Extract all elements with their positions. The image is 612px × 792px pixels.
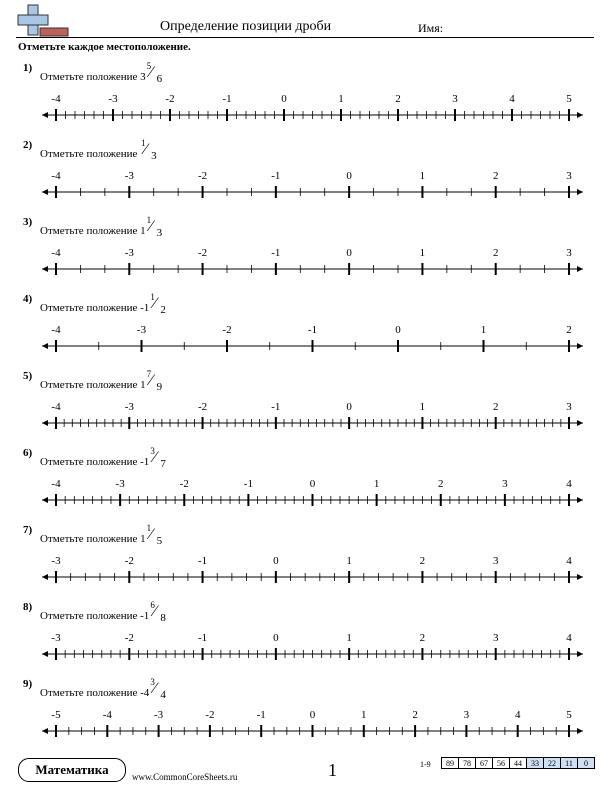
- tick-label: 1: [419, 247, 426, 259]
- tick-label: -2: [197, 170, 208, 182]
- name-label: Имя:: [418, 21, 444, 35]
- tick-label: 2: [492, 170, 499, 182]
- right-arrow-icon: [577, 497, 583, 503]
- problem-8: [0, 601, 612, 677]
- problem-number: 1): [23, 62, 33, 74]
- right-arrow-icon: [577, 728, 583, 734]
- fraction-slash: ⁄: [149, 218, 153, 235]
- prompt-text: Отметьте положение: [40, 610, 138, 622]
- tick-label: 4: [514, 709, 521, 721]
- mixed-number-whole: -1: [140, 456, 150, 468]
- tick-label: 1: [419, 170, 426, 182]
- problem-number: 9): [23, 678, 33, 690]
- mixed-number-whole: 1: [140, 533, 146, 545]
- problem-3: [0, 216, 612, 292]
- prompt-text: Отметьте положение: [40, 225, 138, 237]
- tick-label: -3: [124, 247, 134, 259]
- fraction-denominator: 5: [156, 535, 163, 547]
- left-arrow-icon: [42, 728, 48, 734]
- tick-label: 3: [502, 478, 508, 490]
- tick-label: 1: [346, 632, 352, 644]
- tick-label: 3: [492, 555, 499, 567]
- tick-label: -4: [102, 709, 112, 721]
- fraction-denominator: 3: [151, 150, 157, 162]
- tick-label: -3: [51, 555, 61, 567]
- fraction-numerator: 3: [150, 677, 155, 687]
- tick-label: -1: [197, 555, 208, 567]
- tick-label: 3: [492, 632, 499, 644]
- tick-label: -4: [51, 478, 61, 490]
- tick-label: 2: [566, 324, 572, 336]
- tick-label: 3: [566, 170, 572, 182]
- mixed-number-whole: -1: [140, 302, 150, 314]
- right-arrow-icon: [577, 343, 583, 349]
- left-arrow-icon: [42, 343, 48, 349]
- fraction-denominator: 4: [160, 689, 166, 701]
- tick-label: 4: [566, 632, 572, 644]
- left-arrow-icon: [42, 651, 48, 657]
- right-arrow-icon: [577, 112, 583, 118]
- score-cell: 11: [561, 758, 578, 769]
- number-line[interactable]: [0, 524, 612, 594]
- tick-label: 2: [492, 247, 499, 259]
- prompt-text: Отметьте положение: [40, 379, 138, 391]
- tick-label: 5: [566, 93, 572, 105]
- tick-label: -1: [307, 324, 318, 336]
- mixed-number-whole: 3: [140, 71, 146, 83]
- tick-label: 0: [273, 555, 279, 567]
- tick-label: 0: [395, 324, 401, 336]
- tick-label: 0: [309, 709, 316, 721]
- problem-number: 4): [23, 293, 33, 305]
- mixed-number-whole: 1: [140, 379, 146, 391]
- tick-label: 1: [338, 93, 344, 105]
- tick-label: -2: [197, 247, 208, 259]
- problem-number: 3): [23, 216, 33, 228]
- tick-label: -2: [222, 324, 232, 336]
- fraction-slash: ⁄: [149, 526, 153, 543]
- tick-label: -1: [197, 632, 208, 644]
- fraction-slash: ⁄: [153, 449, 156, 466]
- tick-label: -1: [271, 247, 281, 259]
- number-line[interactable]: [0, 601, 612, 671]
- problem-number: 6): [23, 447, 33, 459]
- tick-label: 5: [566, 709, 572, 721]
- tick-label: -2: [165, 93, 175, 105]
- tick-label: -4: [51, 247, 61, 259]
- prompt-text: Отметьте положение: [40, 533, 138, 545]
- left-arrow-icon: [42, 189, 48, 195]
- problem-7: [0, 524, 612, 600]
- prompt-text: Отметьте положение: [40, 302, 138, 314]
- worksheet-title: Определение позиции дроби: [160, 19, 332, 34]
- tick-label: -3: [154, 709, 164, 721]
- tick-label: -3: [51, 632, 61, 644]
- tick-label: -1: [222, 93, 232, 105]
- tick-label: -1: [256, 709, 266, 721]
- tick-label: -1: [271, 170, 281, 182]
- tick-label: 2: [395, 93, 401, 105]
- prompt-text: Отметьте положение: [40, 71, 138, 83]
- tick-label: -4: [51, 401, 61, 413]
- tick-label: -3: [124, 170, 134, 182]
- fraction-numerator: 7: [146, 369, 152, 379]
- number-line[interactable]: [0, 293, 612, 363]
- right-arrow-icon: [577, 651, 583, 657]
- tick-label: 0: [346, 401, 352, 413]
- fraction-denominator: 6: [156, 73, 163, 85]
- tick-label: 1: [361, 709, 367, 721]
- page-number: 1: [328, 760, 337, 780]
- header-divider: [16, 37, 594, 38]
- left-arrow-icon: [42, 497, 48, 503]
- problem-6: [0, 447, 612, 523]
- fraction-denominator: 3: [156, 227, 163, 239]
- problem-number: 2): [23, 139, 33, 151]
- fraction-numerator: 3: [150, 446, 155, 456]
- left-arrow-icon: [42, 112, 48, 118]
- fraction-slash: ⁄: [149, 372, 153, 389]
- tick-label: 1: [373, 478, 380, 490]
- fraction-slash: ⁄: [144, 141, 147, 158]
- right-arrow-icon: [577, 574, 583, 580]
- fraction-denominator: 2: [160, 304, 166, 316]
- tick-label: 4: [566, 478, 572, 490]
- problem-2: [0, 139, 612, 215]
- tick-label: -4: [51, 93, 61, 105]
- tick-label: 0: [273, 632, 279, 644]
- tick-label: 2: [492, 401, 499, 413]
- score-cell: 78: [459, 758, 476, 769]
- score-cell: 22: [544, 758, 561, 769]
- score-table: [441, 757, 595, 769]
- tick-label: -2: [205, 709, 215, 721]
- tick-label: 1: [419, 401, 426, 413]
- tick-label: 3: [463, 709, 470, 721]
- fraction-slash: ⁄: [149, 64, 153, 81]
- fraction-numerator: 5: [146, 61, 152, 71]
- tick-label: -2: [124, 555, 134, 567]
- tick-label: 0: [346, 247, 352, 259]
- tick-label: 2: [438, 478, 444, 490]
- fraction-denominator: 7: [160, 458, 166, 470]
- left-arrow-icon: [42, 266, 48, 272]
- score-cell: 67: [476, 758, 493, 769]
- tick-label: 3: [566, 401, 572, 413]
- tick-label: 4: [566, 555, 572, 567]
- left-arrow-icon: [42, 420, 48, 426]
- score-cell: 0: [578, 758, 595, 769]
- tick-label: 0: [281, 93, 287, 105]
- score-cell: 44: [510, 758, 527, 769]
- fraction-slash: ⁄: [153, 680, 156, 697]
- fraction-numerator: 6: [150, 600, 155, 610]
- tick-label: 2: [419, 555, 426, 567]
- problem-4: [0, 293, 612, 369]
- tick-label: 0: [346, 170, 352, 182]
- mixed-number-whole: -1: [140, 610, 150, 622]
- fraction-denominator: 8: [160, 612, 166, 624]
- right-arrow-icon: [577, 420, 583, 426]
- number-line[interactable]: [0, 370, 612, 440]
- mixed-number-whole: 1: [140, 225, 146, 237]
- problem-5: [0, 370, 612, 446]
- problem-number: 8): [23, 601, 33, 613]
- tick-label: -4: [51, 170, 61, 182]
- tick-label: -3: [108, 93, 118, 105]
- tick-label: 4: [509, 93, 515, 105]
- fraction-denominator: 9: [156, 381, 163, 393]
- number-line[interactable]: [0, 139, 612, 209]
- number-line[interactable]: [0, 447, 612, 517]
- score-cell: 89: [442, 758, 459, 769]
- tick-label: -3: [124, 401, 134, 413]
- prompt-text: Отметьте положение: [40, 687, 138, 699]
- tick-label: -3: [136, 324, 147, 336]
- brand-badge: Математика: [18, 758, 126, 782]
- instructions: Отметьте каждое местоположение.: [18, 41, 191, 53]
- number-line[interactable]: [0, 62, 612, 132]
- number-line[interactable]: [0, 216, 612, 286]
- tick-label: -1: [271, 401, 281, 413]
- right-arrow-icon: [577, 189, 583, 195]
- tick-label: 2: [419, 632, 426, 644]
- problem-number: 7): [23, 524, 33, 536]
- fraction-numerator: 1: [141, 138, 146, 148]
- prompt-text: Отметьте положение: [40, 456, 138, 468]
- problem-9: [0, 678, 612, 754]
- score-cell: 56: [493, 758, 510, 769]
- fraction-slash: ⁄: [153, 295, 156, 312]
- problem-number: 5): [23, 370, 33, 382]
- right-arrow-icon: [577, 266, 583, 272]
- tick-label: -5: [51, 709, 61, 721]
- fraction-numerator: 1: [146, 523, 152, 533]
- tick-label: 1: [346, 555, 352, 567]
- score-cell: 33: [527, 758, 544, 769]
- fraction-numerator: 1: [150, 292, 155, 302]
- fraction-numerator: 1: [146, 215, 152, 225]
- score-range-label: 1-9: [420, 760, 431, 769]
- logo-plus-minus-icon: [16, 4, 70, 38]
- tick-label: -3: [115, 478, 125, 490]
- left-arrow-icon: [42, 574, 48, 580]
- tick-label: 3: [452, 93, 458, 105]
- mixed-number-whole: -4: [140, 687, 150, 699]
- tick-label: -4: [51, 324, 61, 336]
- tick-label: 1: [480, 324, 487, 336]
- tick-label: -1: [243, 478, 253, 490]
- tick-label: -2: [197, 401, 208, 413]
- tick-label: -2: [179, 478, 189, 490]
- fraction-slash: ⁄: [153, 603, 156, 620]
- prompt-text: Отметьте положение: [40, 148, 138, 160]
- tick-label: 3: [566, 247, 572, 259]
- problem-1: [0, 62, 612, 138]
- tick-label: 2: [412, 709, 418, 721]
- tick-label: 0: [309, 478, 316, 490]
- number-line[interactable]: [0, 678, 612, 748]
- site-url: www.CommonCoreSheets.ru: [132, 772, 238, 782]
- tick-label: -2: [124, 632, 134, 644]
